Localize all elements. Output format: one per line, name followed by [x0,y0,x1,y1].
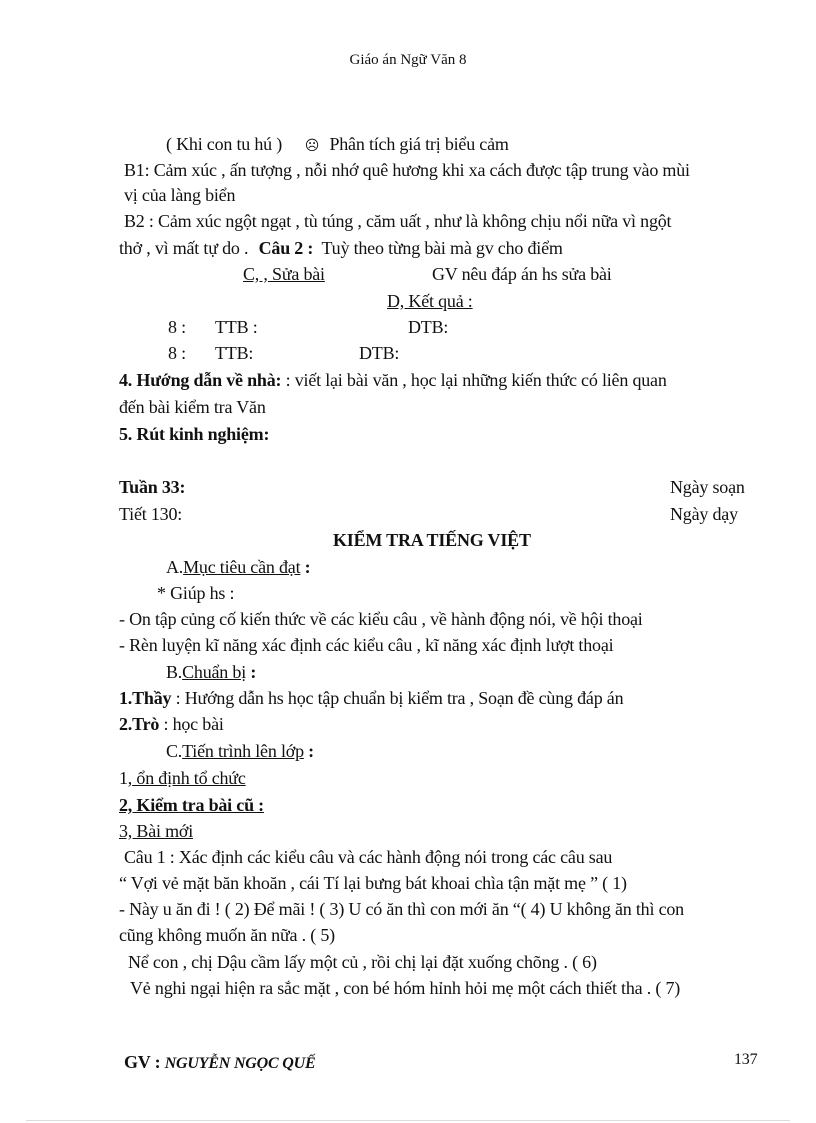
section-b-suffix: : [246,662,257,682]
step-1-text: ổn định tổ chức [132,768,246,788]
on-tap: - On tập củng cố kiến thức về các kiểu câu , về hành động nói, về hội thoại [119,609,643,629]
section-a-title: Mục tiêu cần đạt [183,557,301,577]
footer-teacher [124,1051,315,1075]
huong-dan-label: 4. Hướng dẫn về nhà: [119,370,282,390]
ren-luyen: - Rèn luyện kĩ năng xác định các kiểu câu , kĩ năng xác định lượt thoại [119,635,614,655]
section-a-prefix: A. [166,557,184,577]
section-b-heading [166,661,256,683]
page-bottom-rule [26,1120,790,1121]
section-ref [166,133,509,157]
cau2-text: Tuỳ theo từng bài mà gv cho điểm [321,238,563,258]
lesson-title: KIỂM TRA TIẾNG VIỆT [333,530,531,550]
ngay-soan: Ngày soạn [670,477,745,497]
section-b-prefix: B. [166,662,183,682]
page-header: Giáo án Ngữ Văn 8 [349,52,467,68]
page-number: 137 [734,1051,758,1068]
quote-line-2: - Này u ăn đi ! ( 2) Để mãi ! ( 3) U có ăn thì con mới ăn “( 4) U không ăn thì con [119,899,684,919]
result-row-1-class: 8 : [168,317,186,337]
quote-line-5: Vẻ nghi ngại hiện ra sắc mặt , con bé hóm hỉnh hỏi mẹ một cách thiết tha . ( 7) [130,978,681,998]
quote-line-1: “ Vợi vẻ mặt băn khoăn , cái Tí lại bưng bát khoai chìa tận mặt mẹ ” ( 1) [119,873,627,893]
tro-label: 2.Trò [119,714,160,734]
step-3: 3, Bài mới [119,821,194,841]
quote-line-3: cũng không muốn ăn nữa . ( 5) [119,925,335,945]
tuan-label: Tuần 33: [119,477,186,497]
result-row-1-ttb: TTB : [215,317,258,337]
thay-text: : Hướng dẫn hs học tập chuẩn bị kiểm tra , Soạn đề cùng đáp án [175,688,624,708]
b1-line1: B1: Cảm xúc , ấn tượng , nỗi nhớ quê hương khi xa cách được tập trung vào mùi [124,160,690,180]
section-c-heading [166,740,314,762]
ngay-day: Ngày dạy [670,504,738,524]
rut-kinh-nghiem: 5. Rút kinh nghiệm: [119,424,270,444]
result-row-2-ttb: TTB: [215,343,254,363]
tro-line [119,713,224,735]
thay-line [119,687,623,709]
step-2: 2, Kiểm tra bài cũ : [119,795,264,815]
huong-dan-line2: đến bài kiểm tra Văn [119,397,266,417]
step-1-prefix: 1, [119,768,133,788]
thay-label: 1.Thầy [119,688,172,708]
section-c-prefix: C. [166,741,183,761]
result-row-2-dtb: DTB: [359,343,400,363]
footer-gv-label: GV : [124,1052,161,1072]
b2-line1: B2 : Cảm xúc ngột ngạt , tù túng , căm uất , như là không chịu nổi nữa vì ngột [124,211,672,231]
khi-con-tu-hu: ( Khi con tu hú ) [166,134,283,154]
section-a-suffix: : [300,557,311,577]
ket-qua-heading: D, Kết quả : [387,291,473,311]
b2-line2 [119,237,563,259]
section-c-title: Tiến trình lên lớp [182,741,304,761]
gv-neu-dap-an: GV nêu đáp án hs sửa bài [432,264,612,284]
tiet-label: Tiết 130: [119,504,183,524]
cau-1: Câu 1 : Xác định các kiểu câu và các hành động nói trong các câu sau [124,847,613,867]
result-row-1-dtb: DTB: [408,317,449,337]
sua-bai-heading: C, , Sửa bài [243,264,325,284]
section-c-suffix: : [303,741,314,761]
giup-hs: * Giúp hs : [157,583,235,603]
huong-dan-text: : viết lại bài văn , học lại những kiến thức có liên quan [285,370,667,390]
quote-line-4: Nể con , chị Dậu cầm lấy một củ , rồi chị lại đặt xuống chõng . ( 6) [128,952,597,972]
b1-line2: vị của làng biển [124,185,236,205]
result-row-2-class: 8 : [168,343,186,363]
section-b-title: Chuẩn bị [182,662,247,682]
cau2-label: Câu 2 : [258,238,314,258]
analysis-label: Phân tích giá trị biểu cảm [329,134,509,154]
footer-gv-name: NGUYỄN NGỌC QUẾ [164,1055,316,1072]
section-a-heading [166,556,310,578]
b2-line2-text: thở , vì mất tự do . [119,238,249,258]
step-1 [119,767,246,789]
frown-icon: ☹ [304,138,320,154]
huong-dan-line1 [119,369,667,391]
tro-text: : học bài [163,714,224,734]
